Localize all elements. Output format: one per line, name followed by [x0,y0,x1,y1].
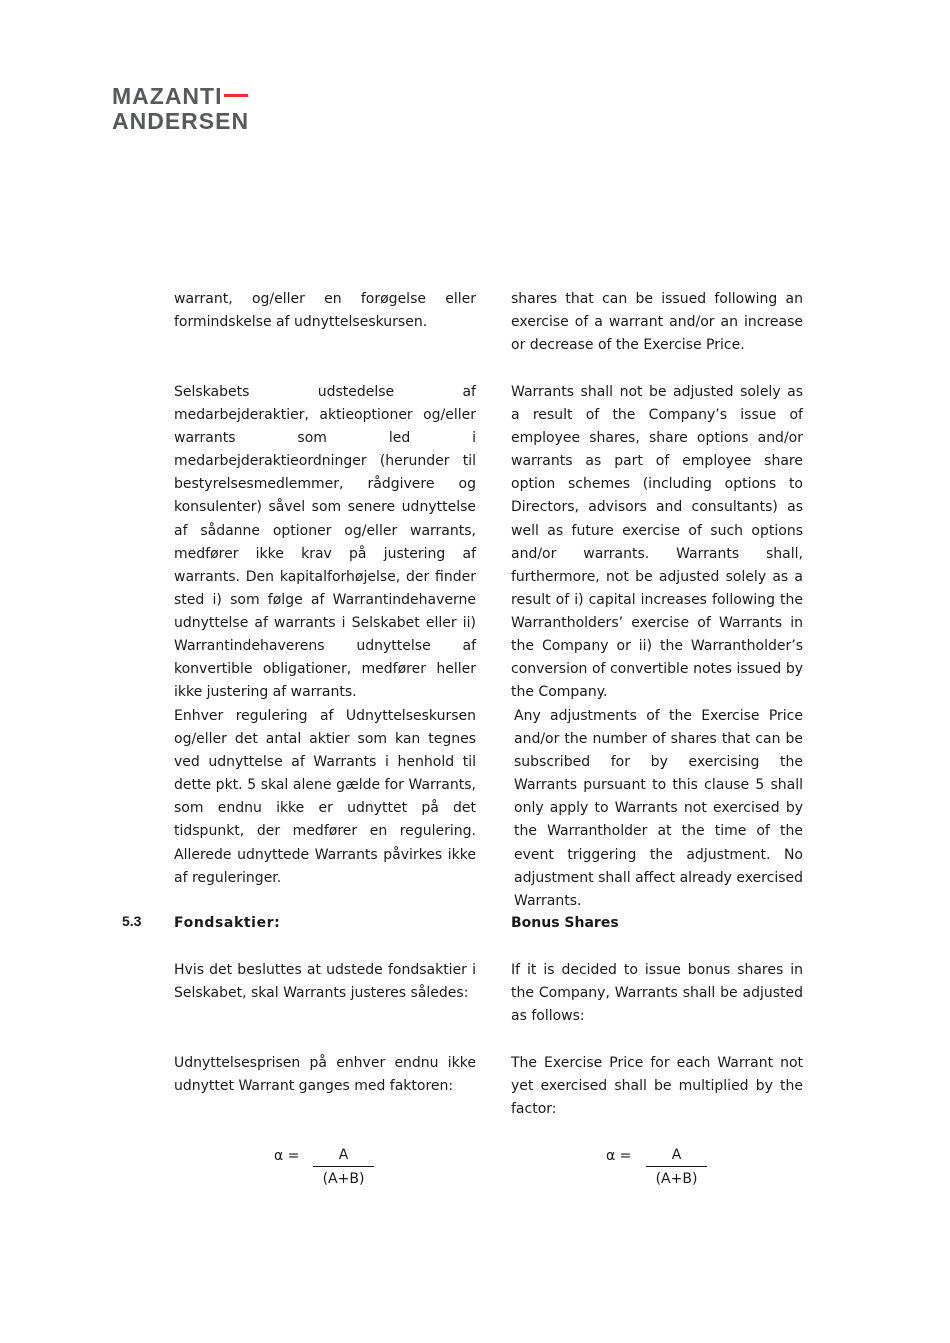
formula-denominator: (A+B) [322,1171,365,1187]
paragraph-2-danish: Selskabets udstedelse af medarbejderaktier, aktieoptioner og/eller warrants som led i medarbejderaktieordninger (herunder til bestyrelsesmedlemmer, rådgivere og konsulenter) såvel som senere udnyttelse af sådanne optioner og/eller warrants, medfører ikke krav på justering af warrants. Den kapitalforhøjelse, der finder sted i) som følge af Warrantindehaverne udnyttelse af warrants i Selskabet eller ii) Warrantindehaverens udnyttelse af konvertible obligationer, medfører heller ikke justering af warrants. [174,384,476,701]
formula-numerator: A [313,1145,374,1167]
formula-denominator: (A+B) [655,1171,698,1187]
paragraph-3-danish: Enhver regulering af Udnyttelseskursen og/eller det antal aktier som kan tegnes ved udnyttelse af Warrants i henhold til dette pkt. 5 skal alene gælde for Warrants, som endnu ikke er udnyttet på det tidspunkt, der medfører en regulering. Allerede udnyttede Warrants påvirkes ikke af reguleringer. [174,708,476,886]
section-heading-danish: Fondsaktier: [174,915,281,931]
section-number: 5.3 [122,913,142,929]
formula-danish [274,1145,384,1195]
paragraph-1-danish: warrant, og/eller en forøgelse eller formindskelse af udnyttelseskursen. [174,291,476,331]
paragraph-5-danish: Udnyttelsesprisen på enhver endnu ikke udnyttet Warrant ganges med faktoren: [174,1055,476,1095]
logo-text-1: MAZANTI [112,83,223,109]
formula-numerator: A [646,1145,707,1167]
formula-lhs: α = [606,1148,632,1164]
logo-accent-dash [224,94,248,97]
paragraph-1-english: shares that can be issued following an exercise of a warrant and/or an increase or decrease of the Exercise Price. [511,291,803,354]
paragraph-5-english: The Exercise Price for each Warrant not yet exercised shall be multiplied by the factor: [511,1055,803,1118]
logo-line-2: ANDERSEN [112,108,250,134]
paragraph-4-english: If it is decided to issue bonus shares in the Company, Warrants shall be adjusted as follows: [511,962,803,1025]
logo-line-1 [112,84,249,109]
paragraph-2-english: Warrants shall not be adjusted solely as a result of the Company’s issue of employee shares, share options and/or warrants as part of employee share option schemes (including options to Directors, advisors and consultants) as well as future exercise of such options and/or warrants. Warrants shall, furthermore, not be adjusted solely as a result of i) capital increases following the Warrantholders’ exercise of Warrants in the Company or ii) the Warrantholder’s conversion of convertible notes issued by the Company. [511,384,803,701]
section-heading-english: Bonus Shares [511,915,619,931]
formula-lhs: α = [274,1148,300,1164]
paragraph-4-danish: Hvis det besluttes at udstede fondsaktier i Selskabet, skal Warrants justeres således: [174,962,476,1002]
formula-english [606,1145,716,1195]
company-logo [112,84,249,134]
paragraph-3-english: Any adjustments of the Exercise Price and/or the number of shares that can be subscribed for by exercising the Warrants pursuant to this clause 5 shall only apply to Warrants not exercised by the Warrantholder at the time of the event triggering the adjustment. No adjustment shall affect already exercised Warrants. [514,708,803,909]
